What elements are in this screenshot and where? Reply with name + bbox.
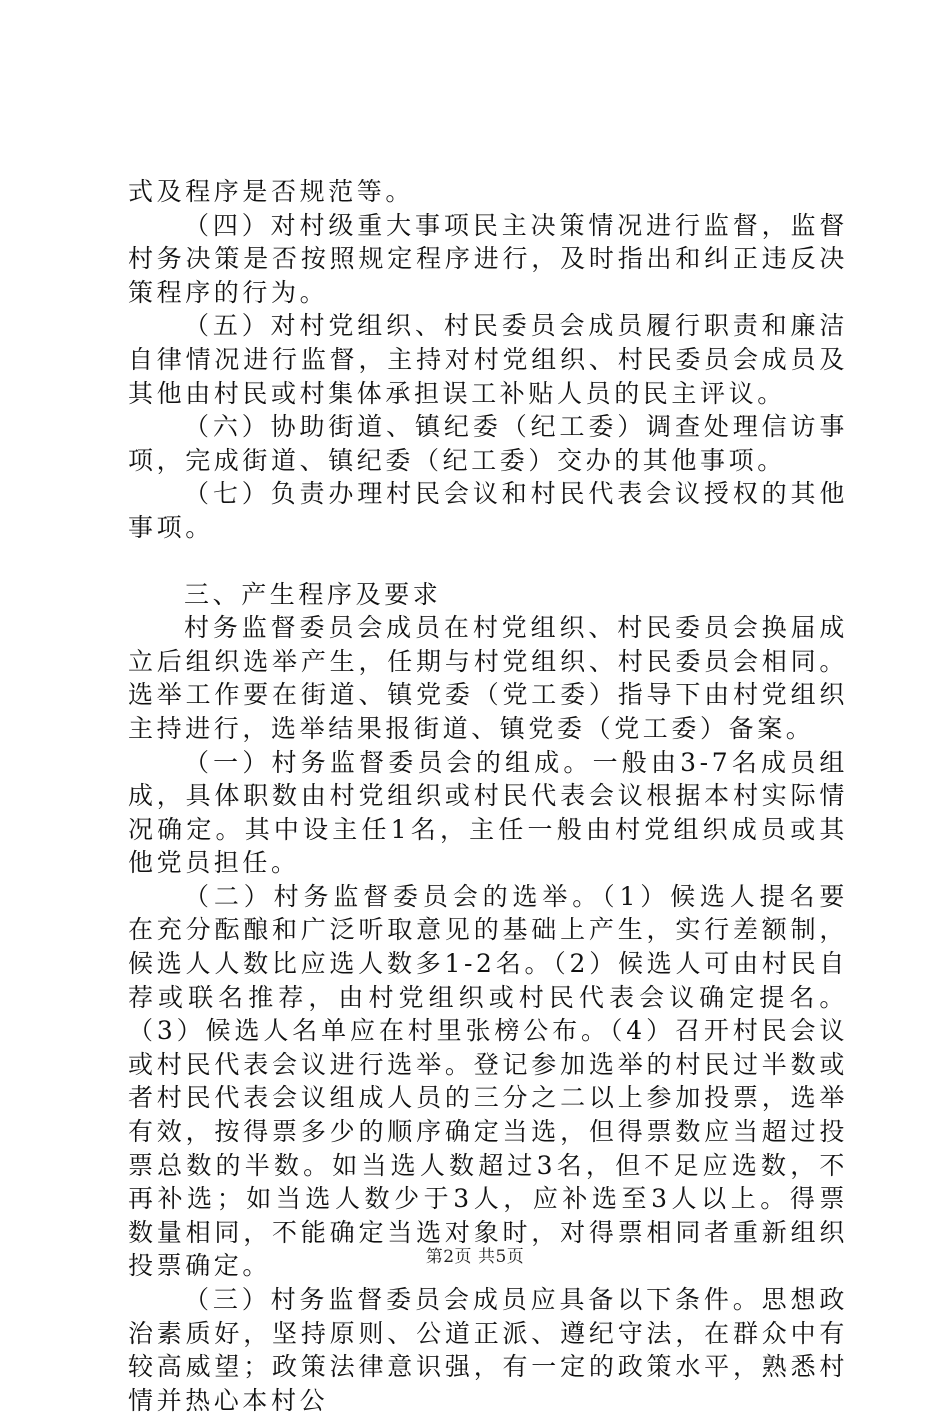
document-body xyxy=(128,175,848,1417)
section-intro-paragraph: 村务监督委员会成员在村党组织、村民委员会换届成立后组织选举产生，任期与村党组织、村民委员会相同。选举工作要在街道、镇党委（党工委）指导下由村党组织主持进行，选举结果报街道、镇党委（党工委）备案。 xyxy=(128,613,848,743)
paragraph-item-6: （六）协助街道、镇纪委（纪工委）调查处理信访事项，完成街道、镇纪委（纪工委）交办的其他事项。 xyxy=(128,412,848,475)
paragraph-qualifications: （三）村务监督委员会成员应具备以下条件。思想政治素质好，坚持原则、公道正派、遵纪守法，在群众中有较高威望；政策法律意识强，有一定的政策水平，熟悉村情并热心本村公 xyxy=(128,1285,848,1415)
page-footer: 第2页 共5页 xyxy=(425,1247,525,1267)
paragraph-composition: （一）村务监督委员会的组成。一般由3-7名成员组成，具体职数由村党组织或村民代表会议根据本村实际情况确定。其中设主任1名，主任一般由村党组织成员或其他党员担任。 xyxy=(128,747,848,878)
paragraph-item-7: （七）负责办理村民会议和村民代表会议授权的其他事项。 xyxy=(128,479,848,542)
paragraph-continued: 式及程序是否规范等。 xyxy=(128,177,415,206)
paragraph-item-5: （五）对村党组织、村民委员会成员履行职责和廉洁自律情况进行监督，主持对村党组织、村民委员会成员及其他由村民或村集体承担误工补贴人员的民主评议。 xyxy=(128,311,848,408)
section-heading: 三、产生程序及要求 xyxy=(184,579,442,609)
paragraph-item-4: （四）对村级重大事项民主决策情况进行监督，监督村务决策是否按照规定程序进行，及时指出和纠正违反决策程序的行为。 xyxy=(128,210,848,307)
paragraph-election: （二）村务监督委员会的选举。（1）候选人提名要在充分酝酿和广泛听取意见的基础上产生，实行差额制，候选人人数比应选人数多1-2名。（2）候选人可由村民自荐或联名推荐，由村党组织或村民代表会议确定提名。（3）候选人名单应在村里张榜公布。（4）召开村民会议或村民代表会议进行选举。登记参加选举的村民过半数或者村民代表会议组成人员的三分之二以上参加投票，选举有效，按得票多少的顺序确定当选，但得票数应当超过投票总数的半数。如当选人数超过3名，但不足应选数，不再补选；如当选人数少于3人，应补选至3人以上。得票数量相同，不能确定当选对象时，对得票相同者重新组织投票确定。 xyxy=(128,881,848,1281)
